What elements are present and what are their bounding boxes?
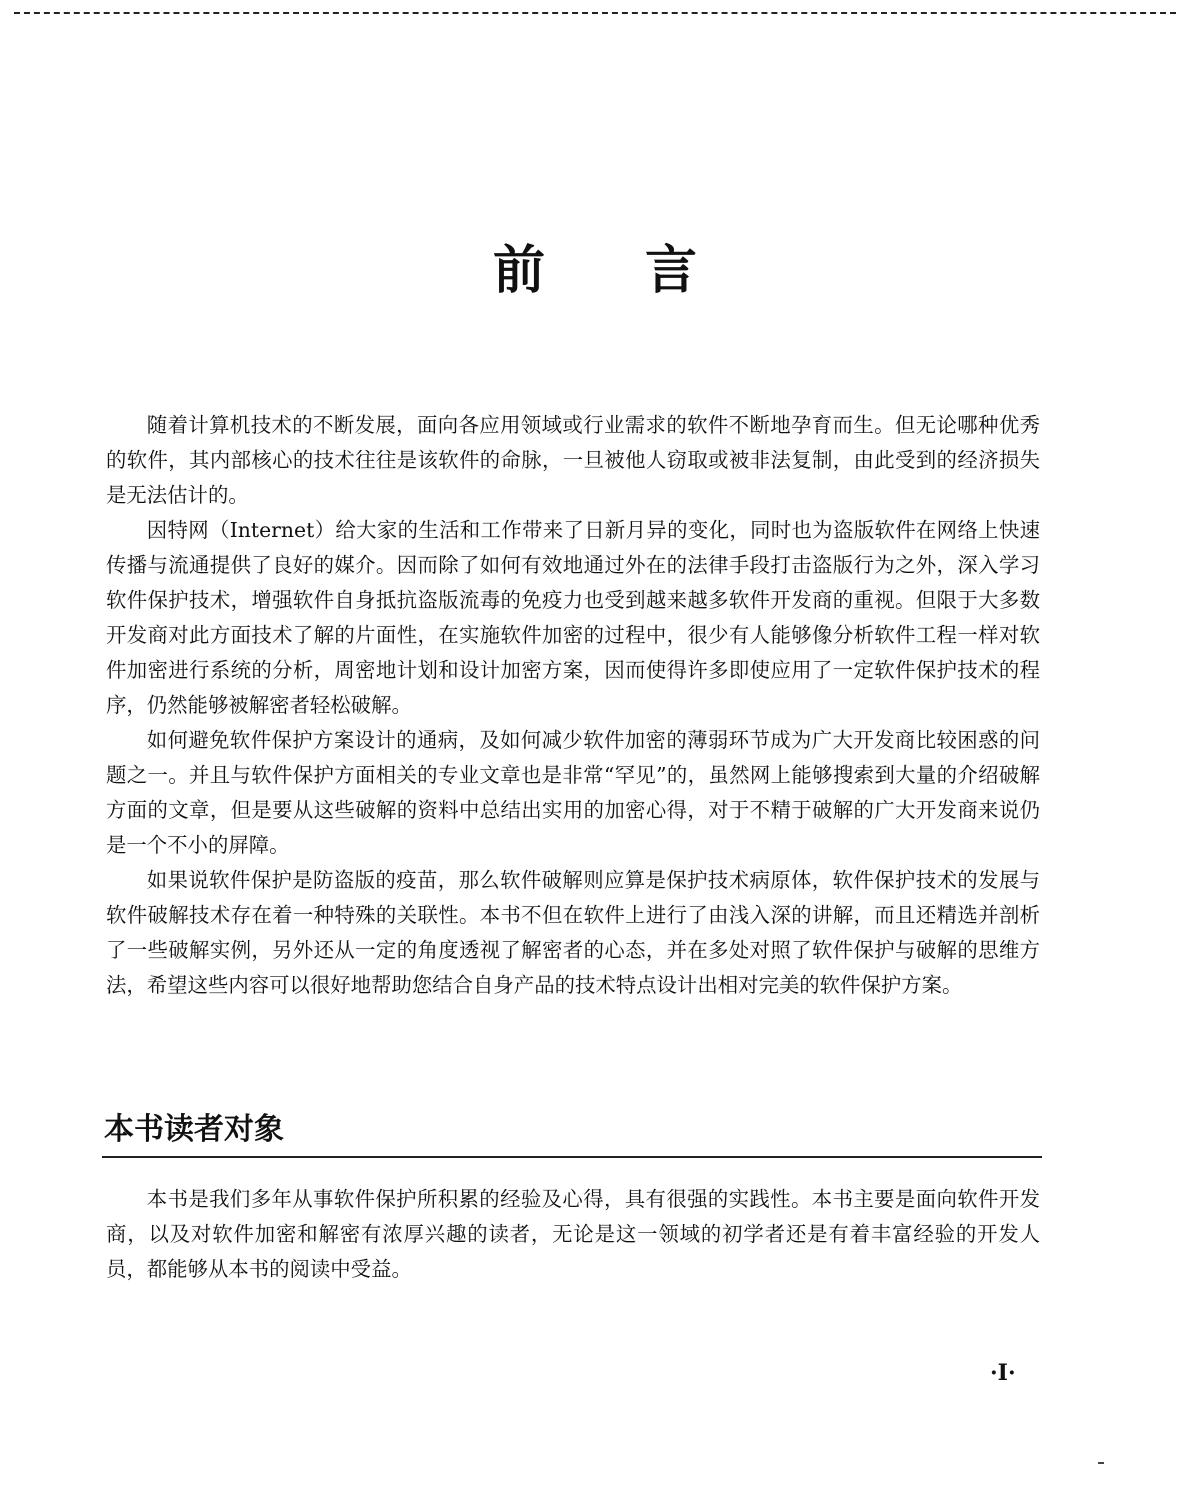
preface-paragraph-4: 如果说软件保护是防盗版的疫苗，那么软件破解则应算是保护技术病原体，软件保护技术的发展与软件破解技术存在着一种特殊的关联性。本书不但在软件上进行了由浅入深的讲解，而且还精选并剖析了一些破解实例，另外还从一定的角度透视了解密者的心态，并在多处对照了软件保护与破解的思维方法，希望这些内容可以很好地帮助您结合自身产品的技术特点设计出相对完美的软件保护方案。 (106, 868, 1040, 997)
preface-paragraph-2: 因特网（Internet）给大家的生活和工作带来了日新月异的变化，同时也为盗版软件在网络上快速传播与流通提供了良好的媒介。因而除了如何有效地通过外在的法律手段打击盗版行为之外，深入学习软件保护技术，增强软件自身抵抗盗版流毒的免疫力也受到越来越多软件开发商的重视。但限于大多数开发商对此方面技术了解的片面性，在实施软件加密的过程中，很少有人能够像分析软件工程一样对软件加密进行系统的分析，周密地计划和设计加密方案，因而使得许多即使应用了一定软件保护技术的程序，仍然能够被解密者轻松破解。 (106, 518, 1040, 717)
preface-paragraph-1: 随着计算机技术的不断发展，面向各应用领域或行业需求的软件不断地孕育而生。但无论哪种优秀的软件，其内部核心的技术往往是该软件的命脉，一旦被他人窃取或被非法复制，由此受到的经济损失是无法估计的。 (106, 413, 1040, 507)
section-heading: 本书读者对象 (104, 1112, 284, 1147)
audience-paragraph-1: 本书是我们多年从事软件保护所积累的经验及心得，具有很强的实践性。本书主要是面向软件开发商，以及对软件加密和解密有浓厚兴趣的读者，无论是这一领域的初学者还是有着丰富经验的开发人员，都能够从本书的阅读中受益。 (106, 1187, 1040, 1281)
preface-body (106, 408, 1040, 1003)
section-heading-block (102, 1108, 1042, 1158)
audience-body (106, 1182, 1040, 1287)
section-heading-rule (102, 1156, 1042, 1158)
page-number: ·I· (990, 1360, 1016, 1386)
top-border-rule (14, 12, 1176, 14)
page-title: 前言 (492, 240, 797, 301)
scan-corner-mark (1098, 1462, 1104, 1464)
preface-paragraph-3: 如何避免软件保护方案设计的通病，及如何减少软件加密的薄弱环节成为广大开发商比较困惑的问题之一。并且与软件保护方面相关的专业文章也是非常“罕见”的，虽然网上能够搜索到大量的介绍破解方面的文章，但是要从这些破解的资料中总结出实用的加密心得，对于不精于破解的广大开发商来说仍是一个不小的屏障。 (106, 728, 1040, 857)
